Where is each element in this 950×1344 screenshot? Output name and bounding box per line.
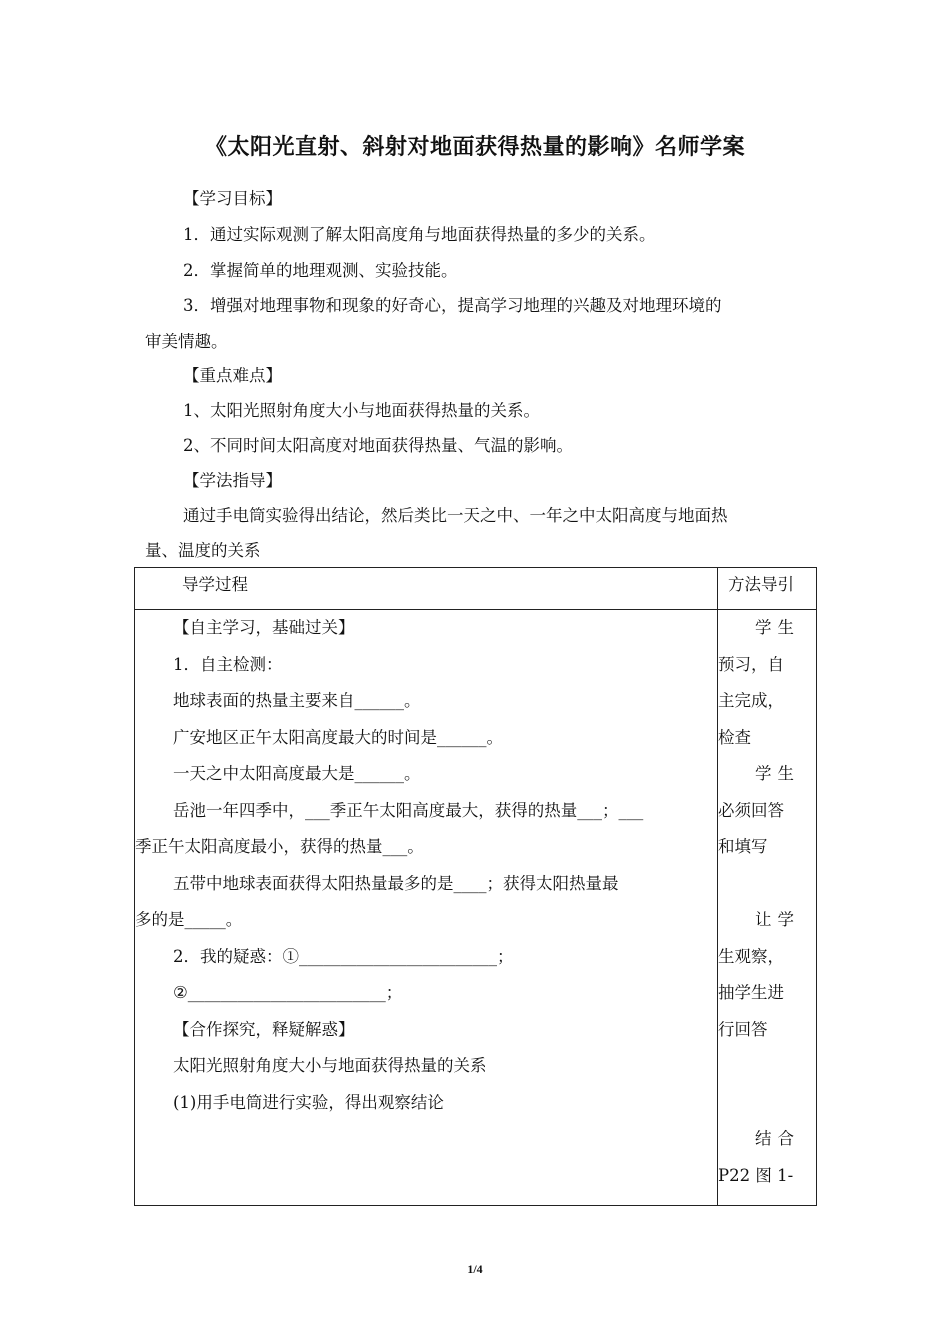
guide-2-line3: 和填写	[718, 837, 768, 856]
page-title: 《太阳光直射、斜射对地面获得热量的影响》名师学案	[204, 135, 745, 160]
guide-1-line2: 预习，自	[718, 654, 784, 674]
goal-1: 1．通过实际观测了解太阳高度角与地面获得热量的多少的关系。	[183, 225, 656, 244]
guide-1-line3: 主完成，	[718, 691, 784, 710]
guide-1-line4: 检查	[718, 727, 751, 747]
question-4-line1: 岳池一年四季中，___季正午太阳高度最大，获得的热量___；___	[173, 800, 644, 820]
question-5-line1: 五带中地球表面获得太阳热量最多的是____；获得太阳热量最	[173, 873, 619, 893]
guide-2-line1: 学生	[755, 764, 800, 783]
col-header-method: 方法导引	[718, 568, 817, 610]
key-1: 1、太阳光照射角度大小与地面获得热量的关系。	[183, 401, 540, 420]
col-header-process: 导学过程	[135, 568, 718, 610]
method-cell	[718, 610, 817, 1206]
doubt-1: 2．我的疑惑：①________________________；	[173, 946, 514, 966]
self-check-label: 1．自主检测：	[173, 654, 283, 674]
self-study-heading: 【自主学习，基础过关】	[173, 618, 355, 637]
question-3: 一天之中太阳高度最大是______。	[173, 764, 421, 783]
guide-3-line4: 行回答	[718, 1019, 768, 1039]
topic-line: 太阳光照射角度大小与地面获得热量的关系	[173, 1056, 487, 1075]
key-2: 2、不同时间太阳高度对地面获得热量、气温的影响。	[183, 436, 573, 455]
goal-3-line1: 3．增强对地理事物和现象的好奇心，提高学习地理的兴趣及对地理环境的	[183, 296, 722, 315]
question-4-line2: 季正午太阳高度最小，获得的热量___。	[135, 837, 424, 856]
guide-3-line2: 生观察，	[718, 946, 784, 966]
goal-2: 2．掌握简单的地理观测、实验技能。	[183, 261, 458, 280]
doubt-2: ②________________________；	[173, 983, 403, 1002]
guide-4-line1: 结合	[755, 1129, 800, 1148]
question-5-line2: 多的是_____。	[135, 910, 243, 929]
spacer	[718, 1048, 816, 1085]
goal-heading: 【学习目标】	[183, 189, 282, 208]
process-cell	[135, 610, 718, 1206]
experiment-line: (1)用手电筒进行实验，得出观察结论	[173, 1092, 444, 1112]
guide-1-line1: 学生	[755, 618, 800, 637]
cooperation-heading: 【合作探究，释疑解惑】	[173, 1019, 355, 1039]
guide-3-line1: 让学	[755, 910, 800, 929]
key-heading: 【重点难点】	[183, 366, 282, 385]
method-heading: 【学法指导】	[183, 471, 282, 490]
method-line1: 通过手电筒实验得出结论，然后类比一天之中、一年之中太阳高度与地面热	[183, 506, 728, 525]
question-1: 地球表面的热量主要来自______。	[173, 691, 421, 710]
study-table	[134, 567, 817, 1206]
guide-3-line3: 抽学生进	[718, 983, 784, 1002]
guide-4-line2: P22 图 1-	[718, 1165, 794, 1185]
goal-3-line2: 审美情趣。	[145, 332, 228, 351]
spacer	[718, 866, 816, 903]
question-2: 广安地区正午太阳高度最大的时间是______。	[173, 727, 503, 747]
page-number: 1/4	[467, 1262, 483, 1276]
guide-2-line2: 必须回答	[718, 800, 784, 820]
spacer	[718, 1085, 816, 1122]
method-line2: 量、温度的关系	[145, 541, 261, 560]
